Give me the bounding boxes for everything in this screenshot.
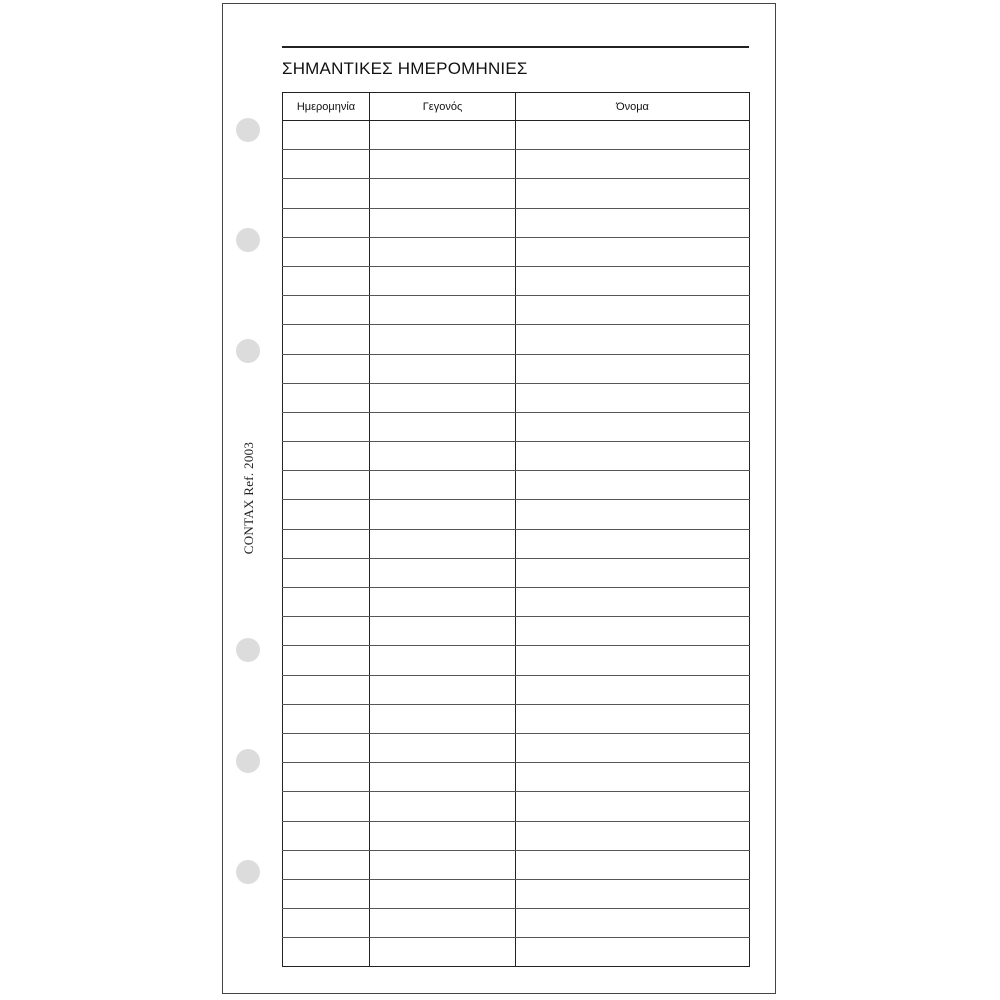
binder-hole [236, 749, 260, 773]
table-row [283, 938, 750, 967]
name-cell [516, 529, 750, 558]
date-cell [283, 412, 370, 441]
table-row [283, 237, 750, 266]
date-cell [283, 646, 370, 675]
table-row [283, 208, 750, 237]
table-row [283, 704, 750, 733]
table-row [283, 558, 750, 587]
date-cell [283, 879, 370, 908]
column-header-name: Όνομα [516, 93, 750, 121]
date-cell [283, 179, 370, 208]
event-cell [370, 792, 516, 821]
table-row [283, 150, 750, 179]
name-cell [516, 850, 750, 879]
event-cell [370, 412, 516, 441]
binder-hole [236, 118, 260, 142]
date-cell [283, 675, 370, 704]
event-cell [370, 325, 516, 354]
date-cell [283, 121, 370, 150]
date-cell [283, 383, 370, 412]
event-cell [370, 675, 516, 704]
table-row [283, 354, 750, 383]
table-row [283, 442, 750, 471]
event-cell [370, 208, 516, 237]
event-cell [370, 879, 516, 908]
name-cell [516, 938, 750, 967]
name-cell [516, 879, 750, 908]
table-row [283, 471, 750, 500]
date-cell [283, 325, 370, 354]
event-cell [370, 558, 516, 587]
name-cell [516, 208, 750, 237]
date-cell [283, 442, 370, 471]
column-header-date: Ημερομηνία [283, 93, 370, 121]
top-rule [282, 46, 749, 48]
name-cell [516, 821, 750, 850]
table-row [283, 266, 750, 295]
date-cell [283, 296, 370, 325]
event-cell [370, 471, 516, 500]
name-cell [516, 150, 750, 179]
event-cell [370, 237, 516, 266]
name-cell [516, 442, 750, 471]
date-cell [283, 588, 370, 617]
table-body [283, 121, 750, 967]
event-cell [370, 588, 516, 617]
event-cell [370, 763, 516, 792]
date-cell [283, 354, 370, 383]
date-cell [283, 558, 370, 587]
date-cell [283, 938, 370, 967]
date-cell [283, 850, 370, 879]
name-cell [516, 675, 750, 704]
table-row [283, 733, 750, 762]
binder-hole [236, 860, 260, 884]
date-cell [283, 733, 370, 762]
table-row [283, 646, 750, 675]
event-cell [370, 442, 516, 471]
name-cell [516, 412, 750, 441]
table-row [283, 617, 750, 646]
binder-hole [236, 638, 260, 662]
table-row [283, 325, 750, 354]
name-cell [516, 704, 750, 733]
date-cell [283, 763, 370, 792]
date-cell [283, 704, 370, 733]
date-cell [283, 471, 370, 500]
table-row [283, 529, 750, 558]
table-row [283, 412, 750, 441]
date-cell [283, 266, 370, 295]
event-cell [370, 733, 516, 762]
name-cell [516, 354, 750, 383]
table-row [283, 850, 750, 879]
name-cell [516, 383, 750, 412]
name-cell [516, 471, 750, 500]
date-cell [283, 208, 370, 237]
name-cell [516, 558, 750, 587]
name-cell [516, 763, 750, 792]
name-cell [516, 909, 750, 938]
name-cell [516, 266, 750, 295]
event-cell [370, 179, 516, 208]
date-cell [283, 529, 370, 558]
table-row [283, 821, 750, 850]
table-row [283, 296, 750, 325]
name-cell [516, 733, 750, 762]
date-cell [283, 500, 370, 529]
planner-page [222, 3, 776, 994]
event-cell [370, 500, 516, 529]
name-cell [516, 296, 750, 325]
table-row [283, 179, 750, 208]
date-cell [283, 150, 370, 179]
date-cell [283, 821, 370, 850]
table-header-row [283, 93, 750, 121]
name-cell [516, 121, 750, 150]
table-row [283, 675, 750, 704]
binder-hole [236, 228, 260, 252]
event-cell [370, 121, 516, 150]
table-row [283, 792, 750, 821]
event-cell [370, 150, 516, 179]
table-row [283, 121, 750, 150]
table-row [283, 588, 750, 617]
page-title: ΣΗΜΑΝΤΙΚΕΣ ΗΜΕΡΟΜΗΝΙΕΣ [282, 59, 528, 78]
date-cell [283, 617, 370, 646]
table-row [283, 500, 750, 529]
name-cell [516, 500, 750, 529]
name-cell [516, 792, 750, 821]
dates-table [282, 92, 750, 967]
name-cell [516, 325, 750, 354]
event-cell [370, 938, 516, 967]
event-cell [370, 821, 516, 850]
name-cell [516, 646, 750, 675]
name-cell [516, 179, 750, 208]
date-cell [283, 792, 370, 821]
name-cell [516, 617, 750, 646]
event-cell [370, 646, 516, 675]
event-cell [370, 266, 516, 295]
product-reference: CONTAX Ref. 2003 [241, 441, 256, 555]
date-cell [283, 237, 370, 266]
column-header-event: Γεγονός [370, 93, 516, 121]
event-cell [370, 383, 516, 412]
date-cell [283, 909, 370, 938]
event-cell [370, 529, 516, 558]
event-cell [370, 354, 516, 383]
event-cell [370, 850, 516, 879]
event-cell [370, 909, 516, 938]
event-cell [370, 617, 516, 646]
table-row [283, 879, 750, 908]
name-cell [516, 588, 750, 617]
event-cell [370, 704, 516, 733]
name-cell [516, 237, 750, 266]
table-row [283, 383, 750, 412]
table-row [283, 909, 750, 938]
event-cell [370, 296, 516, 325]
binder-hole [236, 339, 260, 363]
table-row [283, 763, 750, 792]
